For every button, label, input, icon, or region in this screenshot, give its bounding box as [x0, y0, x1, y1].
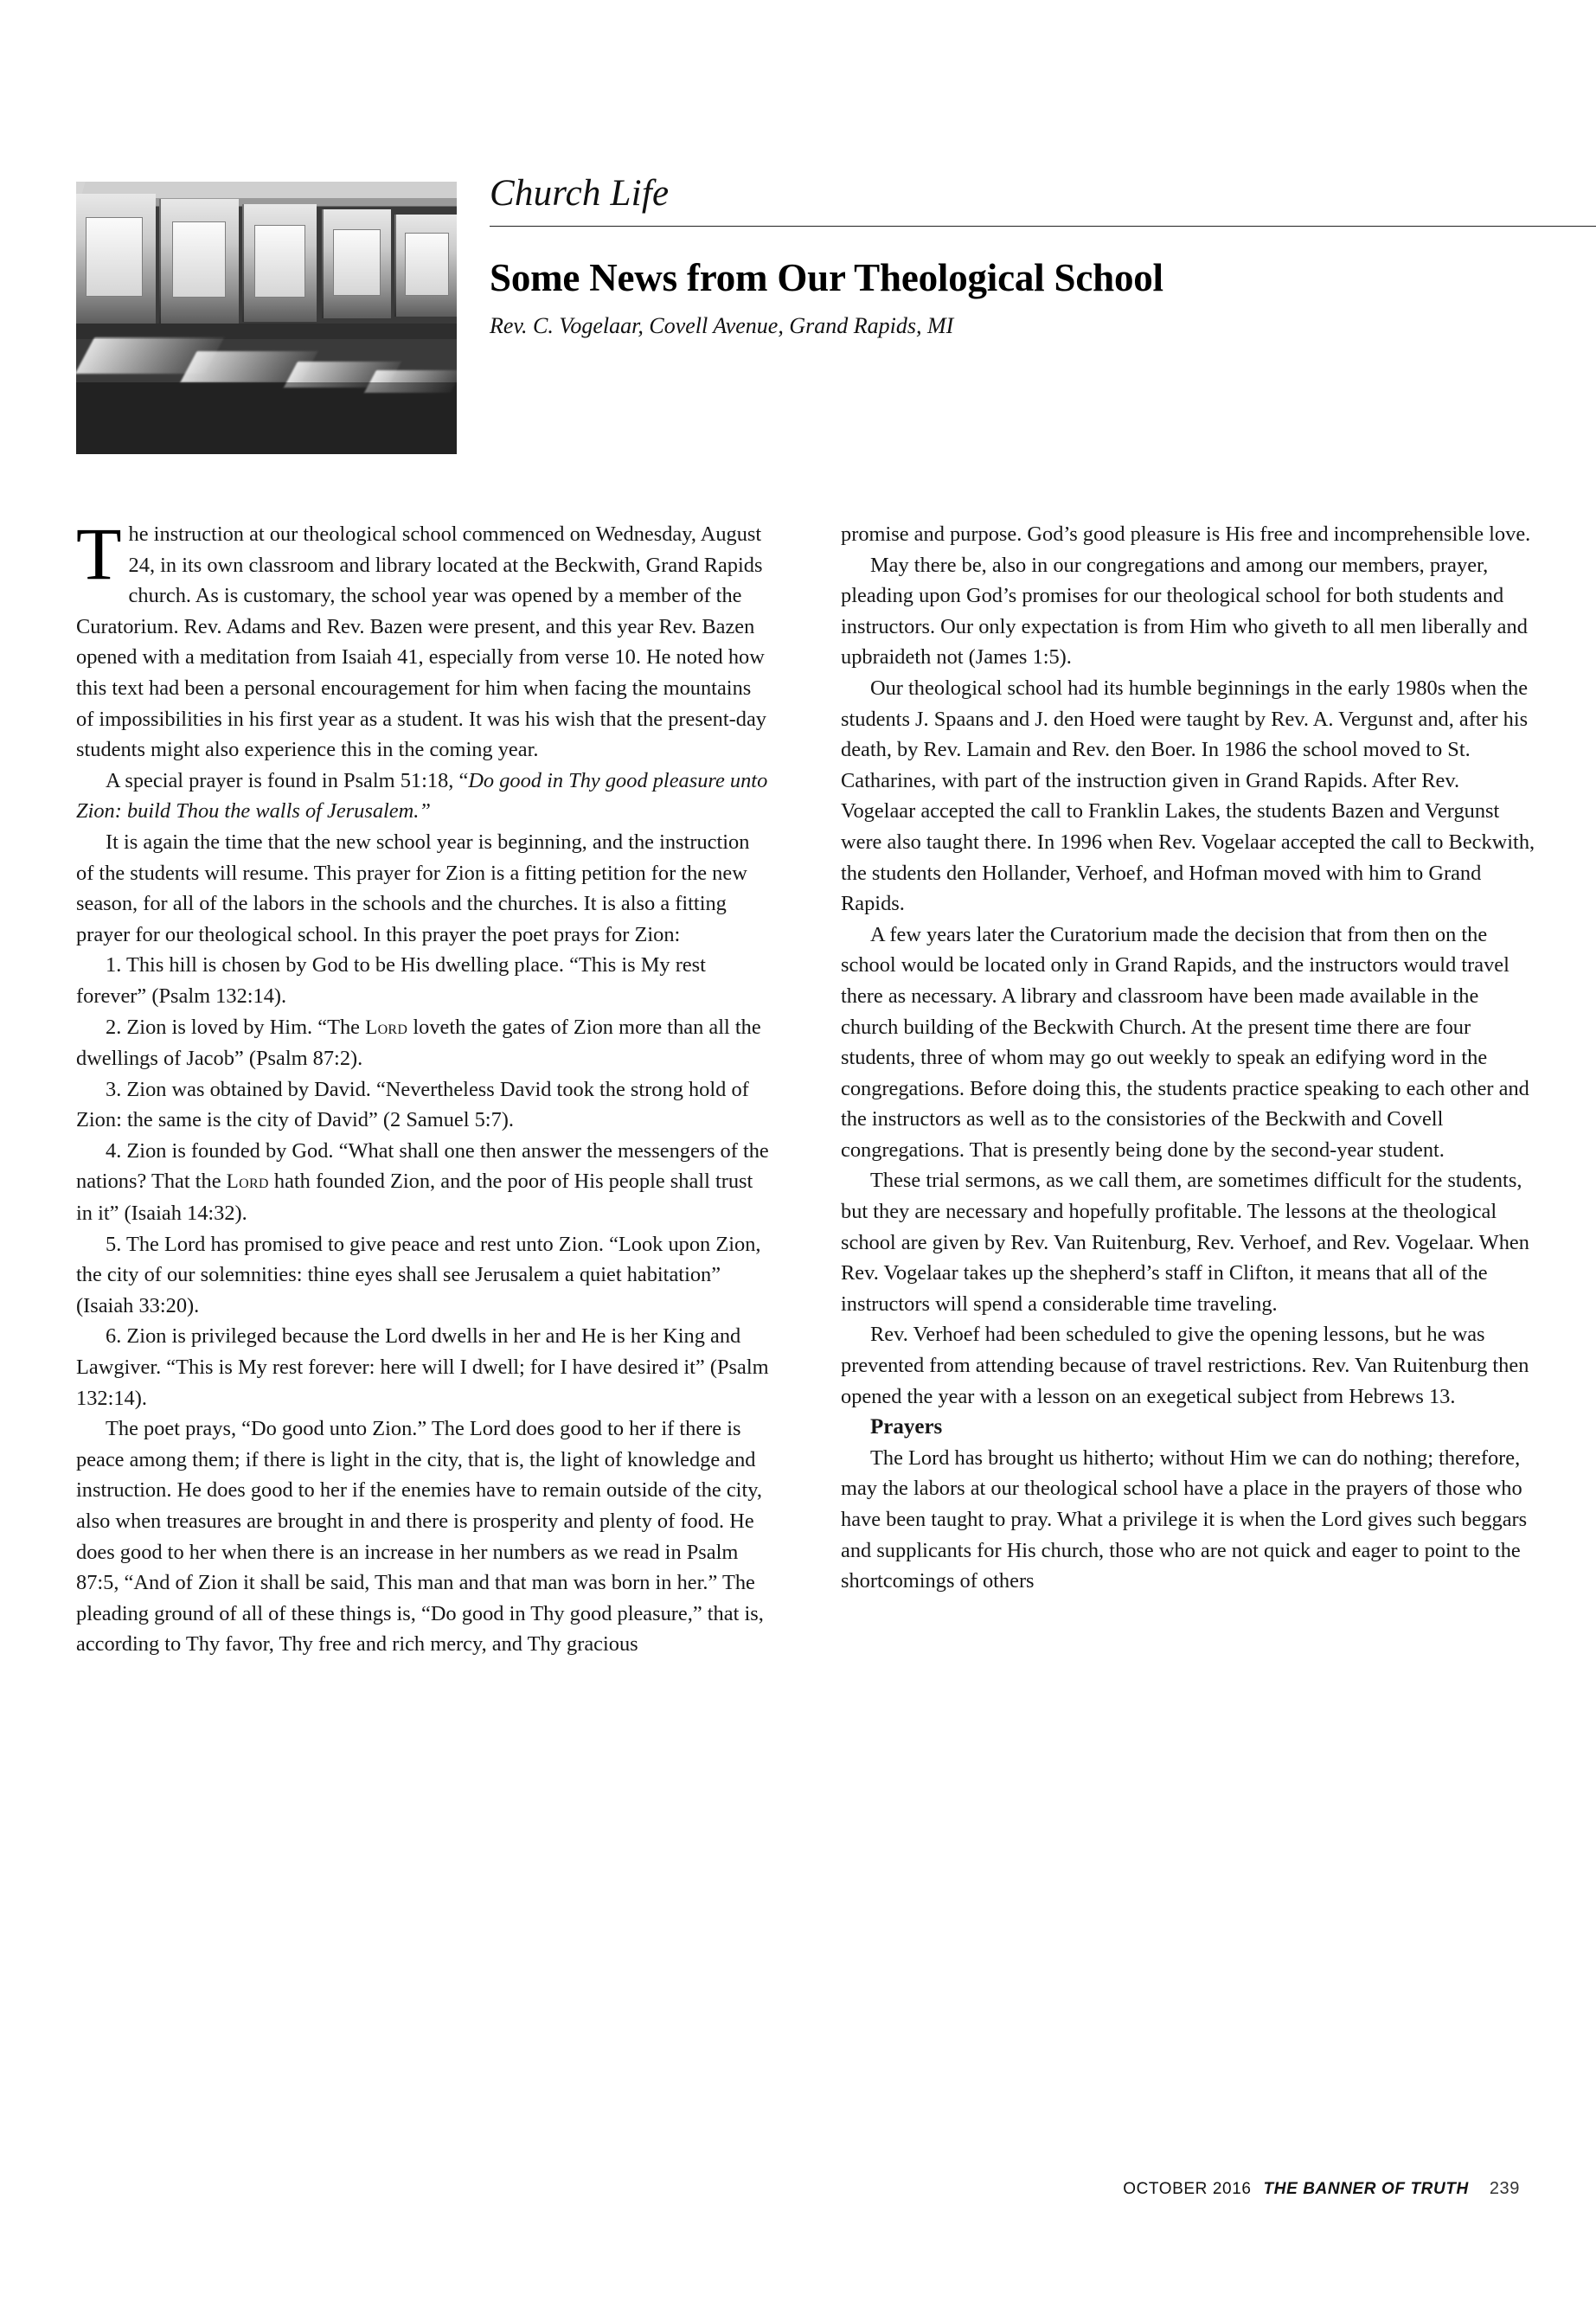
- paragraph: promise and purpose. God’s good pleasure is His free and incomprehensible love.: [841, 522, 1531, 546]
- paragraph: The poet prays, “Do good unto Zion.” The Lord does good to her if there is peace among them; if there is light in the city, that is, the light of knowledge and instruction. He does good to her if the enemies have to remain outside of the city, also when treasures are brought in and there is prosperity and plenty of food. He does good to her when there is an increase in her numbers as we read in Psalm 87:5, “And of Zion it shall be said, This man and that man was born in her.” The pleading ground of all of these things is, “Do good in Thy good pleasure,” that is, according to Thy favor, Thy free and rich mercy, and Thy gracious: [76, 1417, 764, 1657]
- paragraph-text: 2. Zion is loved by Him. “The: [106, 1015, 366, 1039]
- library-carrels-photo: [76, 182, 457, 454]
- divine-name: Lord: [226, 1170, 269, 1194]
- paragraph: [76, 766, 772, 827]
- publication-name: THE BANNER OF TRUTH: [1263, 2180, 1469, 2198]
- page-title: Some News from Our Theological School: [490, 256, 1163, 300]
- header-rule: [490, 226, 1596, 227]
- paragraph: The Lord has brought us hitherto; without Him we can do nothing; therefore, may the labors at our theological school have a place in the prayers of those who have been taught to pray. What a privilege it is when the Lord gives such beggars and supplicants for His church, those who are not quick and eager to point to the shortcomings of others: [841, 1445, 1528, 1593]
- paragraph: 5. The Lord has promised to give peace and rest unto Zion. “Look upon Zion, the city of our solemnities: thine eyes shall see Jerusalem a quiet habitation” (Isaiah 33:20).: [76, 1232, 761, 1317]
- article-body: [76, 512, 1536, 1660]
- paragraph-text: 4. Zion is founded by God. “What shall one then answer the messengers of the nations? That the: [76, 1138, 769, 1194]
- paragraph: [76, 1012, 772, 1074]
- paragraph: Our theological school had its humble beginnings in the early 1980s when the students J. Spaans and J. den Hoed were taught by Rev. A. Vergunst and, after his death, by Rev. Lamain and Rev. den Boer. In 1986 the school moved to St. Catharines, with part of the instruction given in Grand Rapids. After Rev. Vogelaar accepted the call to Franklin Lakes, the students Bazen and Vergunst were also taught there. In 1996 when Rev. Vogelaar accepted the call to Beckwith, the students den Hollander, Verhoef, and Hofman moved with him to Grand Rapids.: [841, 676, 1535, 916]
- drop-cap: T: [76, 512, 122, 595]
- section-subheading: Prayers: [870, 1415, 943, 1439]
- paragraph: Rev. Verhoef had been scheduled to give the opening lessons, but he was prevented from attending because of travel restrictions. Rev. Van Ruitenburg then opened the year with a lesson on an exegetical subject from Hebrews 13.: [841, 1323, 1529, 1408]
- page-footer: [1123, 2179, 1520, 2199]
- paragraph: 1. This hill is chosen by God to be His dwelling place. “This is My rest forever” (Psalm 132:14).: [76, 953, 706, 1008]
- right-column: [841, 519, 1536, 1660]
- paragraph: It is again the time that the new school year is beginning, and the instruction of the students will resume. This prayer for Zion is a fitting petition for the new season, for all of the labors in the schools and the churches. It is also a fitting prayer for our theological school. In this prayer the poet prays for Zion:: [76, 830, 750, 946]
- paragraph: [76, 1136, 772, 1229]
- article-header: [76, 173, 1529, 458]
- paragraph-text: he instruction at our theological school commenced on Wednesday, August 24, in its own classroom and library located at the Beckwith, Grand Rapids church. As is customary, the school year was opened by a member of the Curatorium. Rev. Adams and Rev. Bazen were present, and this year Rev. Bazen opened with a meditation from Isaiah 41, especially from verse 10. He noted how this text had been a personal encouragement for him when facing the mountains of impossibilities in his first year as a student. It was his wish that the present-day students might also experience this in the coming year.: [76, 522, 766, 762]
- paragraph-text: hath founded Zion, and the poor of His people shall trust in it” (Isaiah 14:32).: [76, 1170, 753, 1226]
- page-number: 239: [1489, 2179, 1520, 2198]
- paragraph: 3. Zion was obtained by David. “Nevertheless David took the strong hold of Zion: the same is the city of David” (2 Samuel 5:7).: [76, 1077, 749, 1132]
- section-kicker: Church Life: [490, 173, 670, 214]
- paragraph: [76, 512, 772, 766]
- paragraph: These trial sermons, as we call them, are sometimes difficult for the students, but they are necessary and hopefully profitable. The lessons at the theological school are given by Rev. Van Ruitenburg, Rev. Verhoef, and Rev. Vogelaar. When Rev. Vogelaar takes up the shepherd’s staff in Clifton, it means that all of the instructors will spend a considerable time traveling.: [841, 1169, 1529, 1316]
- divine-name: Lord: [365, 1016, 408, 1039]
- byline: Rev. C. Vogelaar, Covell Avenue, Grand Rapids, MI: [490, 313, 954, 339]
- paragraph: 6. Zion is privileged because the Lord dwells in her and He is her King and Lawgiver. “This is My rest forever: here will I dwell; for I have desired it” (Psalm 132:14).: [76, 1324, 769, 1410]
- left-column: [76, 512, 772, 1660]
- issue-date: OCTOBER 2016: [1123, 2180, 1252, 2198]
- paragraph-text: A special prayer is found in Psalm 51:18, “: [106, 768, 469, 792]
- header-text: [490, 173, 1528, 339]
- scripture-quote: Do good in Thy good pleasure unto Zion: build Thou the walls of Jerusalem.”: [76, 768, 768, 824]
- paragraph-text: loveth the gates of Zion more than all the dwellings of Jacob” (Psalm 87:2).: [76, 1015, 761, 1071]
- paragraph: May there be, also in our congregations and among our members, prayer, pleading upon God’s promises for our theological school for both students and instructors. Our only expectation is from Him who giveth to all men liberally and upbraideth not (James 1:5).: [841, 553, 1528, 670]
- paragraph: A few years later the Curatorium made the decision that from then on the school would be located only in Grand Rapids, and the instructors would travel there as necessary. A library and classroom have been made available in the church building of the Beckwith Church. At the present time there are four students, three of whom may go out weekly to speak an edifying word in the congregations. Before doing this, the students practice speaking to each other and the instructors as well as to the consistories of the Beckwith and Covell congregations. That is presently being done by the second-year student.: [841, 922, 1529, 1162]
